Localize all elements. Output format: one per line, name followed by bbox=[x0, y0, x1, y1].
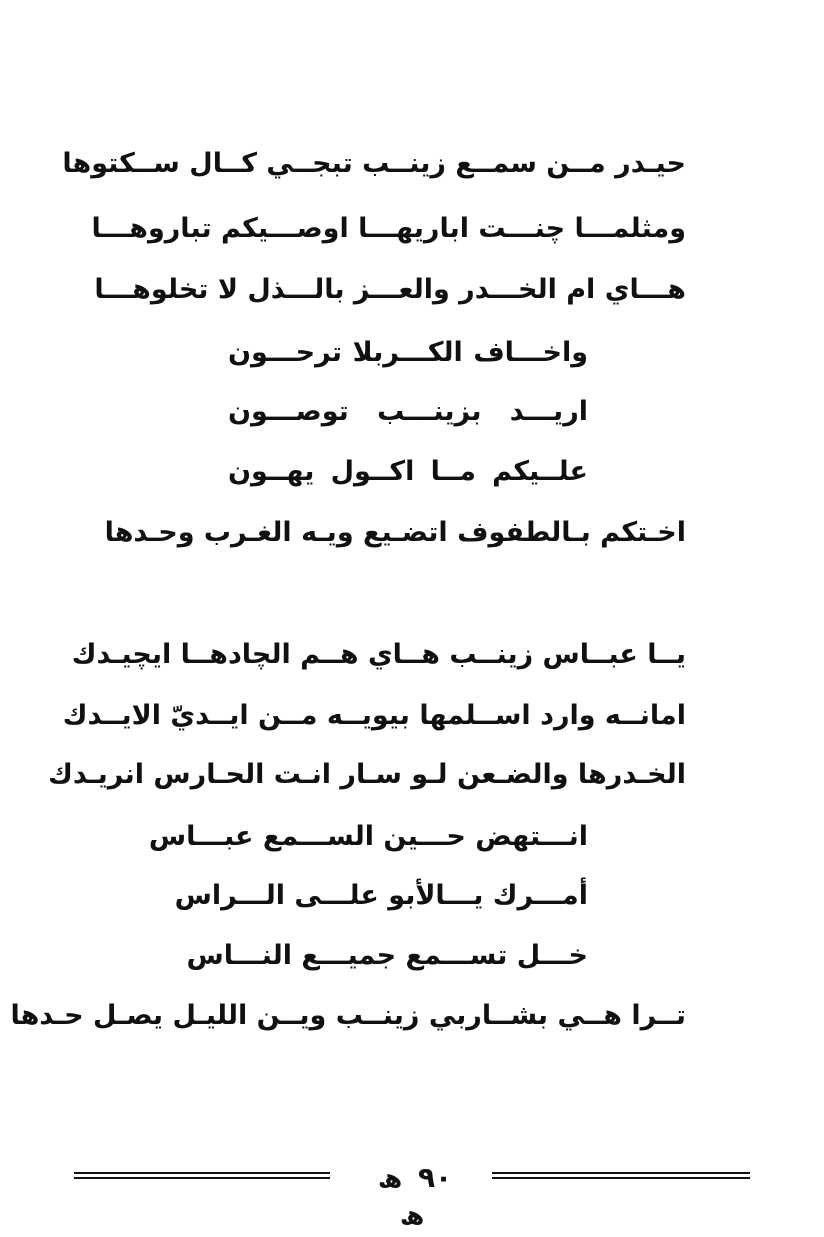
poem-line: ومثلمـــا چنـــت اباريهـــا اوصـــيكم تباروهـــا bbox=[91, 213, 686, 244]
page-footer bbox=[74, 1160, 750, 1231]
footer-rule-right bbox=[492, 1172, 750, 1180]
poem-line: امانــه وارد اســلمها بيويــه مــن ايــديّ الايــدك bbox=[62, 700, 686, 731]
page-number bbox=[350, 1160, 474, 1231]
poem-line: اخـتكم بـالطفوف اتضـيع ويـه الغـرب وحـدها bbox=[104, 517, 686, 548]
refrain-line: واخـــاف الكـــربلا ترحـــون bbox=[228, 337, 588, 368]
ornament-left-icon: ھ bbox=[377, 1164, 403, 1194]
refrain-line: أمـــرك يـــالأبو علـــى الـــراس bbox=[174, 880, 588, 911]
refrain-line: خـــل تســـمع جميـــع النـــاس bbox=[186, 940, 588, 971]
page-number-value: ٩٠ bbox=[417, 1161, 453, 1194]
poem-line: حيـدر مــن سمــع زينــب تبجــي كــال ســكتوها bbox=[62, 148, 686, 179]
refrain-line: علــيكم مــا اكــول يهــون bbox=[228, 456, 588, 487]
refrain-line: انـــتهض حـــين الســـمع عبـــاس bbox=[148, 821, 588, 852]
footer-rule-left bbox=[74, 1172, 330, 1180]
poem-line: يــا عبــاس زينــب هــاي هــم الچادهــا ايچيـدك bbox=[71, 639, 686, 670]
ornament-right-icon: ھ bbox=[399, 1201, 425, 1231]
poem-line: تــرا هــي بشــاربي زينــب ويــن الليـل يصـل حـدها bbox=[10, 1000, 686, 1031]
poem-line: الخـدرها والضـعن لـو سـار انـت الحـارس انريـدك bbox=[48, 759, 686, 790]
refrain-line: اريـــد بزينـــب توصـــون bbox=[228, 396, 588, 427]
poem-line: هـــاي ام الخـــدر والعـــز بالـــذل لا تخلوهـــا bbox=[94, 274, 686, 305]
